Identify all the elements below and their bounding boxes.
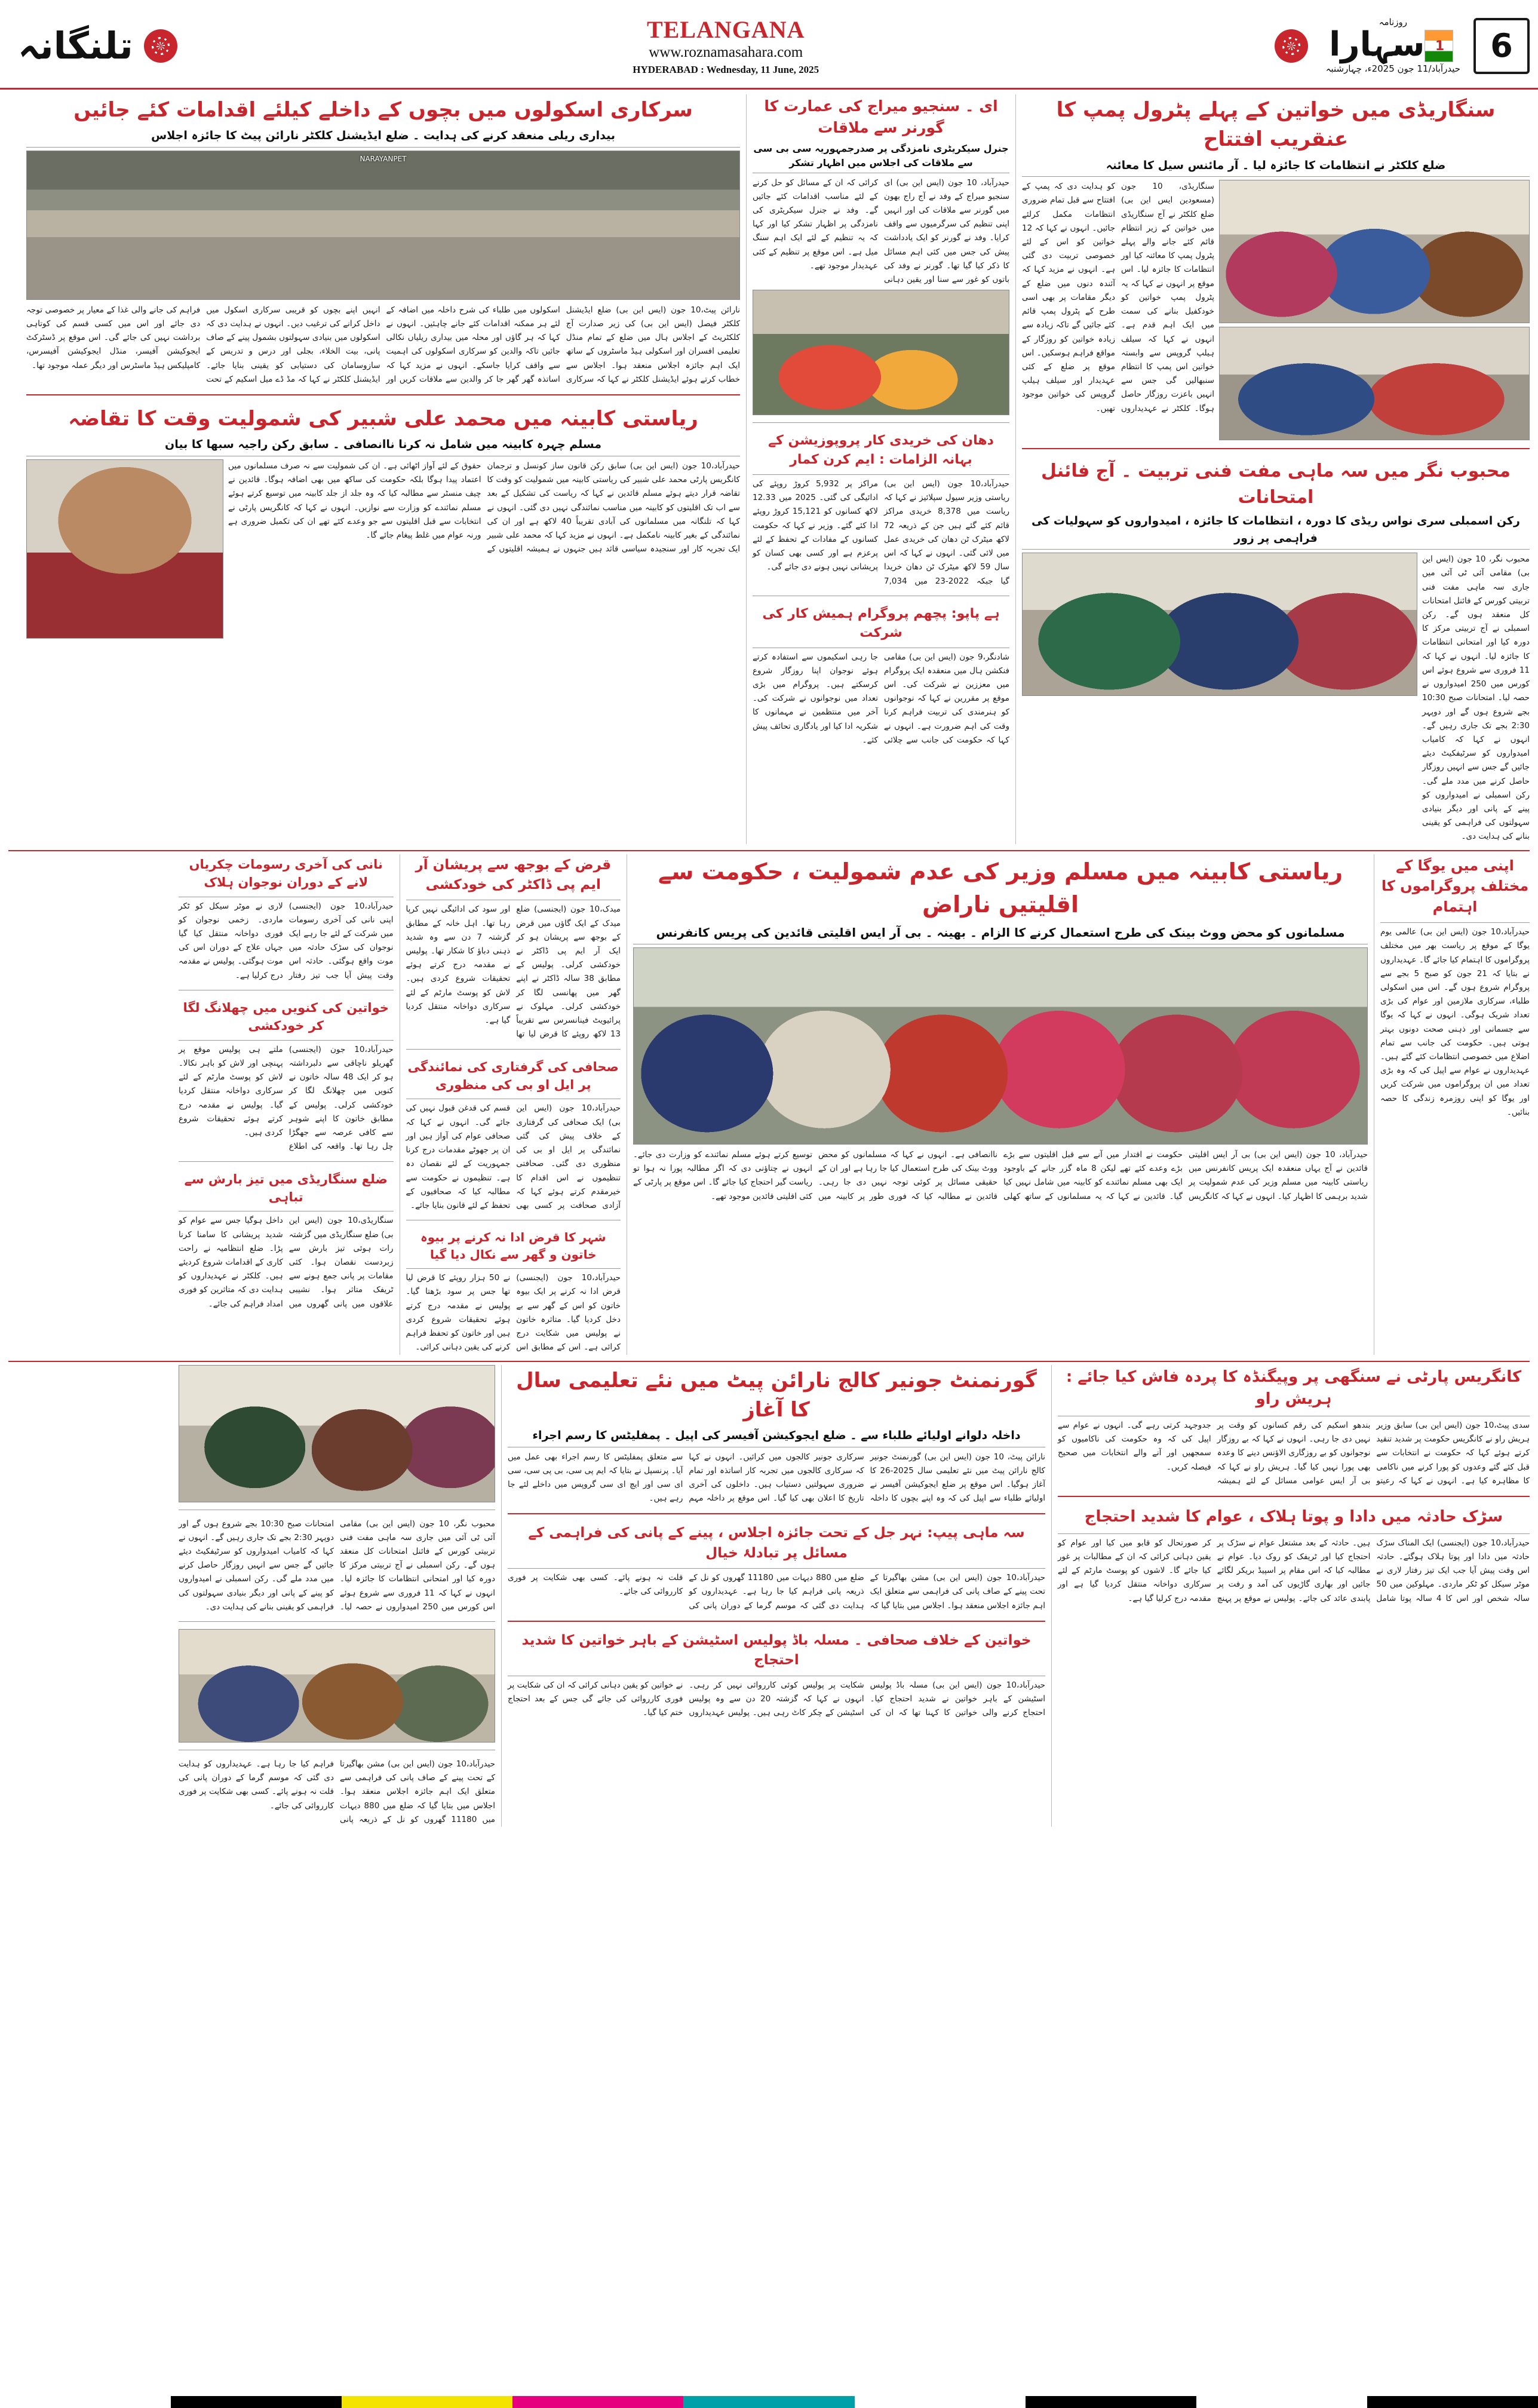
bottom-band xyxy=(8,1365,1530,1827)
emblem-right-icon xyxy=(144,29,177,63)
article-body: حیدرآباد،10 جون (ایجنسی) اپنی نانی کی آخری رسومات میں شرکت کے لئے جا رہے ایک نوجوان کی سڑک حادثہ میں موت واقع ہوگئی۔ حادثہ اس وقت پیش آیا جب تیز رفتار لاری نے موٹر سیکل کو ٹکر ماردی۔ زخمی نوجوان کو فوری دواخانہ منتقل کیا گیا جہاں علاج کے دوران اس کی موت ہوگئی۔ پولیس نے مقدمہ درج کرلیا ہے۔ xyxy=(179,901,394,980)
headline: شہر کا قرض ادا نہ کرنے پر بیوہ خاتون و گھر سے نکال دیا گیا xyxy=(420,1230,606,1262)
registration-color-bar xyxy=(0,2396,1538,2408)
headline: ریاستی کابینہ میں محمد علی شبیر کی شمولیت وقت کا تقاضہ xyxy=(68,407,698,431)
photo-women-petrol xyxy=(1219,180,1530,323)
article-body: نارائن پیٹ،10 جون (ایس این بی) ضلع ایڈیشنل کلکٹر فیصل (ایس این بی) کی زیر صدارت آج کلکٹریٹ کے اجلاس ہال میں ضلع کے تمام منڈل تعلیمی افسران اور اسکولی ہیڈ ماسٹروں کے ساتھ ایک اہم جائزہ اجلاس منعقد ہوا۔ اجلاس سے خطاب کرتے ہوئے ایڈیشنل کلکٹر نے کہا کہ سرکاری اسکولوں میں طلباء کی شرح داخلہ میں اضافہ کے لئے ہر ممکنہ اقدامات کئے جانے چاہئیں۔ انہوں نے کہا کہ ہر گاؤں اور محلہ میں بیداری ریلیاں نکالی جائیں تاکہ والدین کو سرکاری اسکولوں کی اہمیت سے واقف کرایا جاسکے۔ انہوں نے مزید کہا کہ اساتذہ گھر گھر جا کر والدین سے ملاقات کریں اور انہیں اپنے بچوں کو قریبی سرکاری اسکول میں داخل کرانے کی ترغیب دیں۔ انہوں نے ہدایت دی کہ اسکولوں میں بنیادی سہولتوں بشمول پینے کے صاف پانی، بیت الخلاء، بجلی اور درس و تدریس کے سازوسامان کی دستیابی کو یقینی بنایا جائے۔ ایڈیشنل کلکٹر نے کہا کہ مڈ ڈے میل اسکیم کے تحت فراہم کی جانے والی غذا کے معیار پر خصوصی توجہ دی جائے اور اس میں کسی قسم کی کوتاہی برداشت نہیں کی جائے گی۔ اس موقع پر ڈسٹرکٹ ایجوکیشن آفیسر، منڈل ایجوکیشن آفیسرس، کامپلیکس ہیڈ ماسٹرس اور دیگر عملہ موجود تھا۔ xyxy=(26,305,740,384)
article-body: محبوب نگر، 10 جون (ایس این بی) مقامی آئی ٹی آئی میں جاری سہ ماہی مفت فنی تربیتی کورس کے فائنل امتحانات کل منعقد ہوں گے۔ رکن اسمبلی نے آج تربیتی مرکز کا دورہ کیا اور امتحانی انتظامات کا جائزہ لیا۔ انہوں نے کہا کہ 11 فروری سے شروع ہوئے اس کورس میں 250 امیدواروں نے حصہ لیا۔ امتحانات صبح 10:30 بجے شروع ہوں گے اور دوپہر 2:30 بجے تک جاری رہیں گے۔ انہوں نے کہا کہ کامیاب امیدواروں کو سرٹیفکیٹ دیئے جائیں گے جس سے انہیں روزگار حاصل کرنے میں مدد ملے گی۔ رکن اسمبلی نے امیدواروں کو پینے کے پانی اور دیگر بنیادی سہولتوں کی فراہمی کو یقینی بنانے کی ہدایت دی۔ xyxy=(1422,554,1530,842)
article-woman-well-suicide xyxy=(179,998,394,1154)
headline: خواتین کے خلاف صحافی ۔ مسلہ باڈ پولیس اسٹیشن کے باہر خواتین کا شدید احتجاج xyxy=(521,1632,1032,1668)
article-widow-evicted xyxy=(406,1228,621,1354)
subhead: رکن اسمبلی سری نواس ریڈی کا دورہ ، انتظامات کا جائزہ ، امیدواروں کو سہولیات کی فراہمی پر زور xyxy=(1022,513,1530,550)
edition-title: TELANGANA xyxy=(646,16,805,43)
logo-date: حیدرآباد/11 جون 2025ء، چہارشنبہ xyxy=(1325,63,1460,75)
minority-column xyxy=(633,854,1368,1204)
article-school-enrolment xyxy=(26,94,740,386)
bottom-right-column xyxy=(1058,1365,1530,1606)
article-junior-college xyxy=(508,1365,1045,1506)
photo-felicitation xyxy=(753,290,1009,415)
headline: محبوب نگر میں سہ ماہی مفت فنی تربیت ۔ آج فائنل امتحانات xyxy=(1041,461,1511,508)
photo-press-conference xyxy=(633,947,1368,1145)
subhead: ضلع کلکٹر نے انتظامات کا جائزہ لیا ۔ آر مائنس سیل کا معائنہ xyxy=(1022,157,1530,177)
masthead-title-urdu: تلنگانہ xyxy=(18,24,133,68)
article-body: حیدرآباد، 10 جون (ایس این بی) بی آر ایس اقلیتی قائدین نے آج یہاں منعقدہ ایک پریس کانفرنس میں ریاستی کابینہ میں مسلم وزیر کی عدم شمولیت پر شدید برہمی کا اظہار کیا۔ انہوں نے کہا کہ کانگریس حکومت نے اقتدار میں آنے سے قبل اقلیتوں سے بڑے بڑے وعدے کئے تھے لیکن 8 ماہ گزر جانے کے باوجود ایک بھی مسلم نمائندے کو کابینہ میں شامل نہیں کیا گیا۔ قائدین نے کہا کہ یہ مسلمانوں کے ساتھ کھلی ناانصافی ہے۔ انہوں نے کہا کہ مسلمانوں کو محض ووٹ بینک کی طرح استعمال کیا جا رہا ہے اور ان کے حقیقی مسائل پر کوئی توجہ نہیں دی جا رہی۔ قائدین نے مطالبہ کیا کہ فوری طور پر کابینہ میں توسیع کرتے ہوئے مسلم نمائندے کو وزارت دی جائے۔ انہوں نے چتاؤنی دی کہ اگر مطالبہ پورا نہ ہوا تو ریاست گیر احتجاج کیا جائے گا۔ اس موقع پر پارٹی کے کئی اقلیتی قائدین موجود تھے۔ xyxy=(633,1149,1368,1201)
article-body: حیدرآباد،10 جون (ایس این بی) مسلہ باڈ پولیس اسٹیشن کے باہر خواتین نے شدید احتجاج کیا۔ احتجاج کرنے والی خواتین کا کہنا تھا کہ ان کی شکایت پر پولیس کوئی کارروائی نہیں کر رہی۔ انہوں نے کہا کہ گزشتہ 20 دن سے وہ پولیس اسٹیشن کے چکر کاٹ رہی ہیں۔ پولیس عہدیداروں نے خواتین کو یقین دہانی کرائی کہ ان کی شکایت پر فوری کارروائی کی جائے گی جس کے بعد احتجاج ختم کیا گیا۔ xyxy=(508,1680,1045,1717)
article-body: حیدرآباد،10 جون (ایجنسی) ایک المناک سڑک حادثہ میں دادا اور پوتا ہلاک ہوگئے۔ حادثہ اس وقت پیش آیا جب ایک تیز رفتار لاری نے موٹر سیکل کو ٹکر ماردی۔ مہلوکین میں 50 سالہ شخص اور اس کا 4 سالہ پوتا شامل ہیں۔ حادثہ کے بعد مشتعل عوام نے سڑک پر احتجاج کیا اور ٹریفک کو روک دیا۔ عوام نے مطالبہ کیا کہ اس مقام پر اسپیڈ بریکر لگائے جائیں اور بھاری گاڑیوں کی آمد و رفت پر پابندی عائد کی جائے۔ پولیس نے موقع پر پہنچ کر صورتحال کو قابو میں کیا اور عوام کو یقین دہانی کرائی کہ ان کے مطالبات پر غور کیا جائے گا۔ لاشوں کو پوسٹ مارٹم کے لئے سرکاری دواخانہ منتقل کردیا گیا ہے اور مقدمہ درج کرلیا گیا ہے۔ xyxy=(1058,1538,1530,1603)
article-mahbubnagar-training xyxy=(1022,457,1530,844)
yoga-column xyxy=(1380,854,1530,1119)
article-grain-procurement xyxy=(753,430,1009,588)
headline: اپنی میں یوگا کے مختلف پروگراموں کا اہتمام xyxy=(1381,857,1529,916)
briefs-right xyxy=(406,854,621,1355)
sahara-logo xyxy=(1319,18,1468,74)
headline: سہ ماہی پیپ: نہر جل کے تحت جائزہ اجلاس ، پینے کے پانی کی فراہمی کے مسائل پر تبادلۂ خیال xyxy=(528,1525,1025,1561)
article-body: سنگاریڈی، 10 جون (مسعودین ایس این بی) ضلع کلکٹر نے آج سنگاریڈی میں خواتین کے زیر انتظام قائم کئے جانے والے پہلے پٹرول پمپ کا معائنہ کیا اور انتظامات کا جائزہ لیا۔ اس موقع پر انہوں نے کہا کہ یہ پٹرول پمپ خواتین کو خودکفیل بنانے کی سمت میں ایک اہم قدم ہے۔ انہوں نے کہا کہ سیلف ہیلپ گروپس سے وابستہ خواتین اس پمپ کا انتظام سنبھالیں گی جس سے انہیں باعزت روزگار حاصل ہوگا۔ کلکٹر نے عہدیداروں کو ہدایت دی کہ پمپ کے افتتاح سے قبل تمام ضروری انتظامات مکمل کرلئے جائیں۔ انہوں نے کہا کہ 12 خواتین کو اس کے لئے خصوصی تربیت دی گئی ہے۔ انہوں نے مزید کہا کہ آئندہ دنوں میں ضلع کے دیگر مقامات پر بھی اسی طرح کے پٹرول پمپ قائم کئے جائیں گے تاکہ زیادہ سے زیادہ خواتین کو روزگار کے مواقع فراہم ہوسکیں۔ اس موقع پر ضلع کے کئی عہدیدار اور سیلف ہیلپ گروپس کی خواتین موجود تھیں۔ xyxy=(1022,182,1214,413)
article-body: حیدرآباد، 10 جون (ایس این بی) ای سنجیو میراج کے وفد نے آج راج بھون میں گورنر سے ملاقات کی اور انہیں اپنی تنظیم کی سرگرمیوں سے واقف کرایا۔ وفد نے گورنر کو ایک یادداشت پیش کی جس میں کئی اہم مسائل کا ذکر کیا گیا تھا۔ گورنر نے وفد کی باتوں کو غور سے سنا اور یقین دہانی کرائی کہ ان کے مسائل کو حل کرنے کے لئے مناسب اقدامات کئے جائیں گے۔ وفد نے جنرل سیکریٹری کی نامزدگی پر اظہار تشکر کیا اور کہا کہ یہ تنظیم کے لئے ایک اہم سنگ میل ہے۔ اس موقع پر تنظیم کے کئی عہدیدار موجود تھے۔ xyxy=(753,177,1009,285)
article-body: حیدرآباد،10 جون (ایجنسی) قرض ادا نہ کرنے پر ایک بیوہ خاتون کو اس کے گھر سے بے دخل کردیا گیا۔ متاثرہ خاتون نے پولیس میں شکایت درج کرائی ہے۔ اس کے مطابق اس نے 50 ہزار روپئے کا قرض لیا تھا جس پر سود بڑھتا گیا۔ پولیس نے مقدمہ درج کرتے ہوئے تحقیقات شروع کردی ہیں اور خاتون کو تحفظ فراہم کرنے کی یقین دہانی کرائی۔ xyxy=(406,1273,621,1352)
page-number: 6 xyxy=(1473,18,1530,74)
photo-portrait-shabbir xyxy=(26,459,223,639)
article-program xyxy=(753,603,1009,747)
article-office-visit-2 xyxy=(179,1757,495,1827)
masthead xyxy=(0,0,1538,90)
page-content xyxy=(0,90,1538,1827)
flag-icon xyxy=(1425,30,1453,62)
article-body: حیدرآباد،10 جون (ایس این بی) مشن بھاگیرتا کے تحت پینے کے صاف پانی کی فراہمی سے متعلق ایک اہم جائزہ اجلاس منعقد ہوا۔ اجلاس میں بتایا گیا کہ ضلع میں 880 دیہات میں 11180 گھروں کو نل کے ذریعہ پانی فراہم کیا جا رہا ہے۔ عہدیداروں کو ہدایت دی گئی کہ موسم گرما کے دوران پانی کی قلت نہ ہونے پائے۔ کسی بھی شکایت پر فوری کارروائی کی جائے۔ xyxy=(179,1759,496,1824)
article-women-protest xyxy=(508,1630,1045,1720)
photo-review-meeting xyxy=(26,151,740,300)
article-body: نارائن پیٹ، 10 جون (ایس این بی) گورنمنٹ جونیر کالج نارائن پیٹ میں نئے تعلیمی سال 2025-26 کا آغاز ہوگیا۔ اس موقع پر ضلع ایجوکیشن آفیسر نے اولیائے طلباء سے اپیل کی کہ وہ اپنے بچوں کا داخلہ سرکاری جونیر کالجوں میں کرائیں۔ انہوں نے کہا کہ سرکاری کالجوں میں تجربہ کار اساتذہ اور تمام ضروری سہولتیں دستیاب ہیں۔ داخلوں کی آخری تاریخ کا اعلان بھی کیا گیا۔ اس موقع پر داخلہ مہم سے متعلق پمفلیٹس کا رسم اجراء بھی عمل میں آیا۔ پرنسپل نے بتایا کہ ایم پی سی، بی پی سی، سی ای سی اور ایچ ای سی گروپس میں داخلے لئے جا رہے ہیں۔ xyxy=(508,1452,1045,1504)
article-body: حیدرآباد،10 جون (ایس این بی) ایک صحافی کی گرفتاری کے خلاف پیش کی گئی نمائندگی پر ایل او بی کی منظوری دی گئی۔ صحافتی تنظیموں نے اس اقدام کا خیرمقدم کرتے ہوئے کہا کہ آزادی صحافت پر کسی بھی قسم کی قدغن قبول نہیں کی جائے گی۔ انہوں نے کہا کہ صحافی عوام کی آواز ہیں اور ان پر جھوٹے مقدمات درج کرنا جمہوریت کے لئے نقصان دہ ہے۔ تنظیموں نے حکومت سے مطالبہ کیا کہ صحافیوں کے تحفظ کے لئے قانون بنایا جائے۔ xyxy=(406,1103,621,1210)
article-body: حیدرآباد،10 جون (ایس این بی) ریاستی وزیر سیول سپلائیز نے کہا کہ ریاست میں 8,378 خریدی مراکز قائم کئے گئے ہیں جن کے ذریعہ 72 لاکھ میٹرک ٹن دھان کی خریدی عمل میں لائی گئی۔ انہوں نے کہا کہ اس سال 59 لاکھ میٹرک ٹن دھان خریدا گیا جبکہ 2022-23 میں 7,034 مراکز پر 5,932 کروڑ روپئے کی ادائیگی کی گئی۔ 2025 میں 12.33 لاکھ کسانوں کو 15,121 کروڑ روپئے ادا کئے گئے۔ وزیر نے کہا کہ حکومت کسانوں کے مفادات کے تحفظ کے لئے پرعزم ہے اور کسی بھی کسان کو پریشانی نہیں ہونے دی جائے گی۔ xyxy=(753,479,1009,586)
headline: گورنمنٹ جونیر کالج نارائن پیٹ میں نئے تعلیمی سال کا آغاز xyxy=(516,1368,1037,1422)
headline: دھان کی خریدی کار پروپوزیشن کے بہانہ الزامات : ایم کرن کمار xyxy=(768,433,994,468)
headline: ریاستی کابینہ میں مسلم وزیر کی عدم شمولیت ، حکومت سے اقلیتیں ناراض xyxy=(658,858,1343,918)
bottom-left-column xyxy=(179,1365,495,1827)
top-band xyxy=(8,94,1530,844)
emblem-left-icon xyxy=(1275,29,1308,63)
logo-urdu-wordmark: 1سہارا xyxy=(1326,28,1460,63)
subhead: جنرل سیکریٹری نامزدگی پر صدرجمہوریہ سی بی سی سے ملاقات کی اجلاس میں اظہار تشکر xyxy=(753,142,1009,173)
right-column-group xyxy=(1022,94,1530,844)
article-body: میدک،10 جون (ایجنسی) ضلع میدک کے ایک گاؤں میں قرض کے بوجھ سے پریشان ہو کر ایک آر ایم پی ڈاکٹر نے خودکشی کرلی۔ پولیس کے مطابق 38 سالہ ڈاکٹر نے اپنے گھر میں پھانسی لگا کر خودکشی کرلی۔ مہلوک نے پرائیویٹ فینانسرس سے تقریباً 13 لاکھ روپئے کا قرض لیا تھا اور سود کی ادائیگی نہیں کرپا رہا تھا۔ اہل خانہ کے مطابق گزشتہ 7 دن سے وہ شدید ذہنی دباؤ کا شکار تھا۔ پولیس نے مقدمہ درج کرتے ہوئے تحقیقات شروع کردی ہیں۔ لاش کو پوسٹ مارٹم کے لئے سرکاری دواخانہ منتقل کردیا گیا ہے۔ xyxy=(406,904,621,1039)
headline: سڑک حادثہ میں دادا و پوتا ہلاک ، عوام کا شدید احتجاج xyxy=(1084,1507,1503,1526)
article-youth-killed xyxy=(179,854,394,983)
article-body: حیدرآباد،10 جون (ایس این بی) سابق رکن قانون ساز کونسل و ترجمان کانگریس پارٹی محمد علی شبیر کی ریاستی کابینہ میں شمولیت کو وقت کا تقاضہ قرار دیتے ہوئے مسلم قائدین نے کہا کہ ریاست کی تشکیل کے بعد سے اب تک اقلیتوں کو کابینہ میں مناسب نمائندگی نہیں دی گئی۔ انہوں نے کہا کہ تلنگانہ میں مسلمانوں کی آبادی تقریباً 40 لاکھ ہے اور ان کی نمائندگی کے بغیر کابینہ نامکمل ہے۔ انہوں نے مزید کہا کہ محمد علی شبیر ایک تجربہ کار اور سنجیدہ سیاسی قائد ہیں جنہوں نے ہمیشہ اقلیتوں کے حقوق کے لئے آواز اٹھائی ہے۔ ان کی شمولیت سے نہ صرف مسلمانوں میں اعتماد پیدا ہوگا بلکہ حکومت کی ساکھ میں بھی اضافہ ہوگا۔ قائدین نے چیف منسٹر سے مطالبہ کیا کہ وہ جلد از جلد کابینہ میں توسیع کرتے ہوئے مسلم نمائندے کو وزارت سے نوازیں۔ انہوں نے کہا کہ کانگریس پارٹی نے انتخابات سے قبل اقلیتوں سے جو وعدے کئے تھے ان کی تکمیل ضروری ہے ورنہ عوام میں غلط پیغام جائے گا۔ xyxy=(228,461,740,554)
photo-office xyxy=(179,1629,495,1743)
edition-dateline: HYDERABAD : Wednesday, 11 June, 2025 xyxy=(633,63,819,75)
photo-inspection xyxy=(1022,553,1417,696)
article-body: محبوب نگر، 10 جون (ایس این بی) مقامی آئی ٹی آئی میں جاری سہ ماہی مفت فنی تربیتی کورس کے فائنل امتحانات کل منعقد ہوں گے۔ رکن اسمبلی نے آج تربیتی مرکز کا دورہ کیا اور امتحانی انتظامات کا جائزہ لیا۔ انہوں نے کہا کہ 11 فروری سے شروع ہوئے اس کورس میں 250 امیدواروں نے حصہ لیا۔ امتحانات صبح 10:30 بجے شروع ہوں گے اور دوپہر 2:30 بجے تک جاری رہیں گے۔ انہوں نے کہا کہ کامیاب امیدواروں کو سرٹیفکیٹ دیئے جائیں گے جس سے انہیں روزگار حاصل کرنے میں مدد ملے گی۔ رکن اسمبلی نے امیدواروں کو پینے کے پانی اور دیگر بنیادی سہولتوں کی فراہمی کو یقینی بنانے کی ہدایت دی۔ xyxy=(179,1519,495,1612)
article-body: سنگاریڈی،10 جون (ایس این بی) ضلع سنگاریڈی میں گزشتہ رات ہوئی تیز بارش سے زبردست نقصان ہوا۔ کئی مقامات پر پانی جمع ہونے سے ٹریفک متاثر ہوا۔ نشیبی علاقوں میں پانی گھروں میں داخل ہوگیا جس سے عوام کو شدید پریشانی کا سامنا کرنا پڑا۔ ضلع انتظامیہ نے راحت کاری کے اقدامات شروع کردیئے ہیں۔ کلکٹر نے عہدیداروں کو ہدایت دی کہ متاثرین کو فوری امداد فراہم کی جائے۔ xyxy=(179,1216,394,1309)
headline: سنگاریڈی میں خواتین کے پہلے پٹرول پمپ کا عنقریب افتتاح xyxy=(1056,98,1496,152)
headline: ہے پاپو: پچھم پروگرام ہمیش کار کی شرکت xyxy=(762,606,1000,640)
subhead: مسلم چہرہ کابینہ میں شامل نہ کرنا ناانصافی ۔ سابق رکن راجیہ سبھا کا بیان xyxy=(26,436,740,456)
middle-column-group xyxy=(753,94,1009,747)
logo-subtitle: روزنامہ xyxy=(1379,16,1407,27)
article-body: حیدرآباد،10 جون (ایس این بی) عالمی یوم یوگا کے موقع پر ریاست بھر میں مختلف پروگراموں کا اہتمام کیا جائے گا۔ عہدیداروں نے بتایا کہ 21 جون کو صبح 5 بجے سے پروگرام شروع ہوں گے۔ اس میں اسکولی طلباء، سرکاری ملازمین اور عوام کی بڑی تعداد شریک ہوگی۔ انہوں نے کہا کہ یوگا سے جسمانی اور ذہنی صحت دونوں بہتر ہوتی ہیں۔ حکومت کی جانب سے تمام اضلاع میں خصوصی انتظامات کئے گئے ہیں۔ عہدیداروں نے عوام سے اپیل کی کہ وہ بڑی تعداد میں ان پروگراموں میں شرکت کریں اور یوگا کو اپنی روزمرہ زندگی کا حصہ بنائیں۔ xyxy=(1380,927,1530,1117)
article-office-visit xyxy=(179,1517,495,1615)
bottom-center-column xyxy=(508,1365,1045,1720)
article-body: شادنگر،9 جون (ایس این بی) مقامی فنکشن ہال میں منعقدہ ایک پروگرام میں معززین نے شرکت کی۔ اس موقع پر مقررین نے کہا کہ نوجوانوں کو ہنرمندی کی تربیت فراہم کرنا وقت کی اہم ضرورت ہے۔ انہوں نے کہا کہ حکومت کی جانب سے چلائی جا رہی اسکیموں سے استفادہ کرتے ہوئے نوجوان اپنا روزگار شروع کرسکتے ہیں۔ پروگرام میں بڑی تعداد میں نوجوانوں نے شرکت کی۔ آخر میں منتظمین نے مہمانوں کا شکریہ ادا کیا اور یادگاری تحائف پیش کئے۔ xyxy=(753,652,1009,745)
headline: خواتین کی کنویں میں چھلانگ لگا کر خودکشی xyxy=(183,1000,389,1033)
headline: ای ۔ سنجیو میراج کی عمارت کا گورنر سے ملاقات xyxy=(764,97,998,137)
article-water-supply-review xyxy=(508,1522,1045,1612)
briefs-left xyxy=(179,854,394,1311)
headline: قرض کے بوجھ سے پریشان آر ایم پی ڈاکٹر کی خودکشی xyxy=(415,857,612,893)
article-congress-harish-rao xyxy=(1058,1365,1530,1488)
subhead: مسلمانوں کو محض ووٹ بینک کی طرح استعمال کرنے کا الزام ۔ بھینہ ۔ بی آر ایس اقلیتی قائدین کی پریس کانفرنس xyxy=(633,924,1368,944)
photo-caption: NARAYANPET xyxy=(360,154,407,163)
article-rmp-doctor-suicide xyxy=(406,854,621,1042)
article-body: سدی پیٹ،10 جون (ایس این بی) سابق وزیر ہریش راو نے کانگریس حکومت پر شدید تنقید کرتے ہوئے کہا کہ حکومت نے انتخابات سے قبل کئے گئے وعدوں کو پورا کرنے میں ناکامی کا مظاہرہ کیا ہے۔ انہوں نے کہا کہ رعیتو بندھو اسکیم کی رقم کسانوں کو وقت پر نہیں دی جا رہی۔ انہوں نے کہا کہ بے روزگار نوجوانوں کو بے روزگاری الاؤنس دینے کا وعدہ بھی پورا نہیں کیا گیا۔ ہریش راو نے کہا کہ بی آر ایس عوامی مسائل کے لئے ہمیشہ جدوجہد کرتی رہے گی۔ انہوں نے عوام سے اپیل کی کہ وہ حکومت کی ناکامیوں کو سمجھیں اور آنے والے انتخابات میں صحیح فیصلہ کریں۔ xyxy=(1058,1420,1530,1486)
headline: ضلع سنگاریڈی میں تیز بارش سے تباہی xyxy=(184,1171,388,1204)
middle-band xyxy=(8,854,1530,1355)
photo-meeting-table xyxy=(179,1365,495,1502)
center-masthead xyxy=(188,16,1264,75)
article-sangareddy-rain xyxy=(179,1169,394,1311)
article-body: حیدرآباد،10 جون (ایس این بی) مشن بھاگیرتا کے تحت پینے کے صاف پانی کی فراہمی سے متعلق ایک اہم جائزہ اجلاس منعقد ہوا۔ اجلاس میں بتایا گیا کہ ضلع میں 880 دیہات میں 11180 گھروں کو نل کے ذریعہ پانی فراہم کیا جا رہا ہے۔ عہدیداروں کو ہدایت دی گئی کہ موسم گرما کے دوران پانی کی قلت نہ ہونے پائے۔ کسی بھی شکایت پر فوری کارروائی کی جائے۔ xyxy=(508,1573,1045,1611)
website-url[interactable]: www.roznamasahara.com xyxy=(649,44,803,60)
left-column-group xyxy=(26,94,740,639)
photo-petrol-pump xyxy=(1219,327,1530,440)
briefs-column xyxy=(179,854,621,1355)
article-petrol-pump xyxy=(1022,94,1530,440)
headline: سرکاری اسکولوں میں بچوں کے داخلے کیلئے اقدامات کئے جائیں xyxy=(73,98,693,122)
article-journalist-arrest xyxy=(406,1057,621,1213)
article-yoga xyxy=(1380,854,1530,1119)
headline: صحافی کی گرفتاری کی نمائندگی پر ایل او بی کی منظوری xyxy=(407,1059,619,1092)
article-cabinet-shabbir xyxy=(26,403,740,639)
article-body: حیدرآباد،10 جون (ایجنسی) گھریلو ناچاقی سے دلبرداشتہ ہو کر ایک 48 سالہ خاتون نے کنویں میں چھلانگ لگا کر خودکشی کرلی۔ پولیس کے مطابق خاتون کا اپنے شوہر سے کافی عرصہ سے جھگڑا چل رہا تھا۔ واقعہ کی اطلاع ملتے ہی پولیس موقع پر پہنچی اور لاش کو باہر نکالا۔ لاش کو پوسٹ مارٹم کے لئے سرکاری دواخانہ منتقل کردیا گیا۔ پولیس نے مقدمہ درج کرتے ہوئے تحقیقات شروع کردی ہیں۔ xyxy=(179,1044,394,1152)
article-minority-cabinet xyxy=(633,854,1368,1204)
headline: نانی کی آخری رسومات چکریاں لانے کے دوران نوجوان ہلاک xyxy=(189,857,383,890)
subhead: داخلہ دلوانے اولیائے طلباء سے ۔ ضلع ایجوکیشن آفیسر کی اپیل ۔ پمفلیٹس کا رسم اجراء xyxy=(508,1427,1045,1447)
headline: کانگریس پارٹی نے سنگھی پر وپیگنڈہ کا پردہ فاش کیا جائے : ہریش راو xyxy=(1066,1367,1522,1409)
article-el-sanjeev xyxy=(753,94,1009,415)
article-road-accident xyxy=(1058,1505,1530,1606)
subhead: بیداری ریلی منعقد کرنے کی ہدایت ۔ ضلع ایڈیشنل کلکٹر نارائن پیٹ کا جائزہ اجلاس xyxy=(26,127,740,148)
